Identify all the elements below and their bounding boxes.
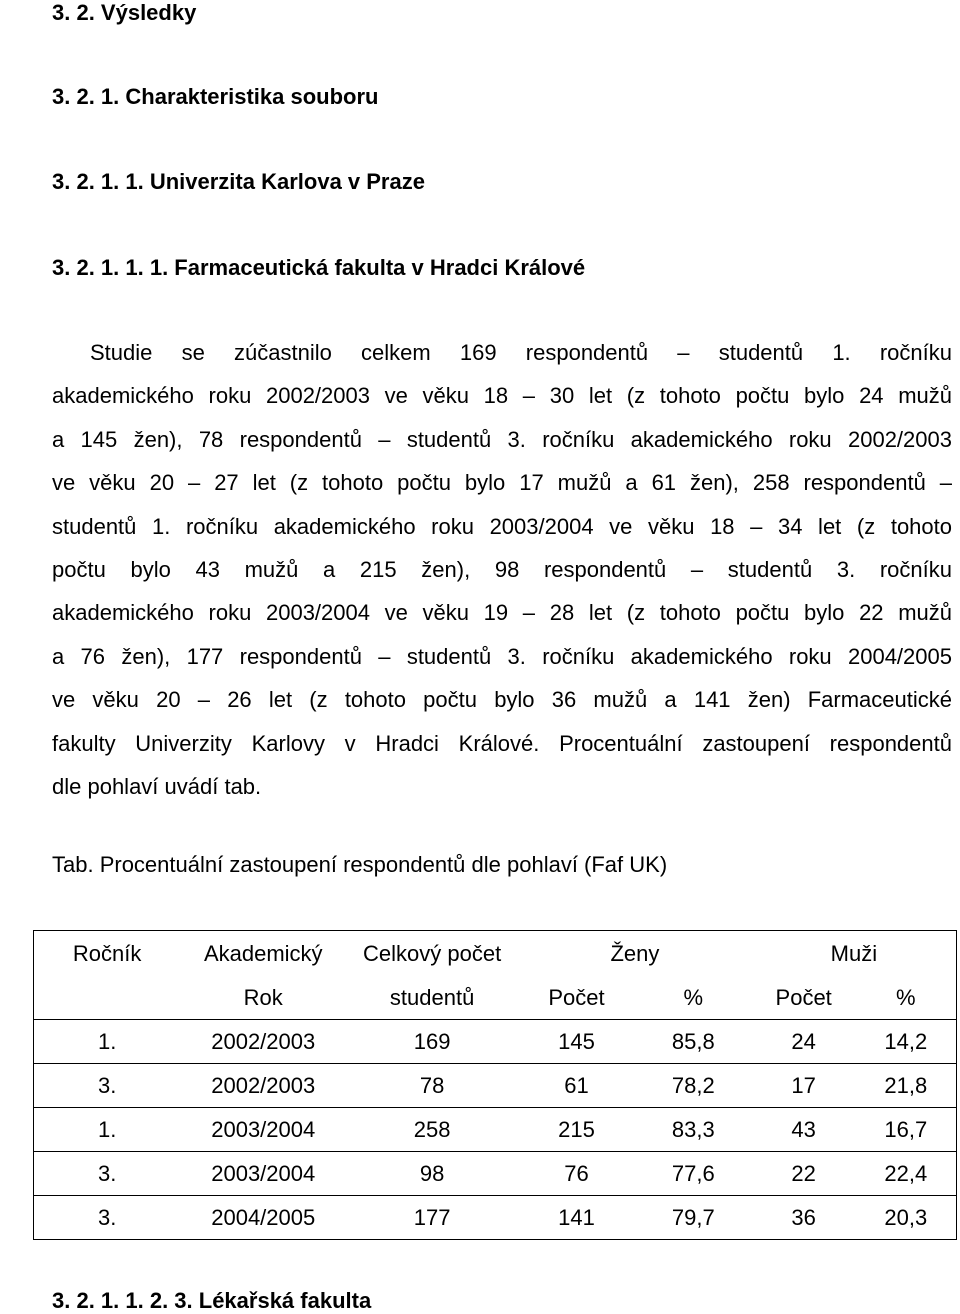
header-studentu: studentů bbox=[346, 976, 518, 1020]
cell-zeny-percent: 77,6 bbox=[671, 1161, 715, 1186]
paragraph-line: a 76 žen), 177 respondentů – studentů 3. ročníku akademického roku 2004/2005 bbox=[52, 643, 952, 669]
cell-muzi-percent: 14,2 bbox=[884, 1029, 928, 1054]
header-empty bbox=[34, 976, 181, 1020]
table-row bbox=[34, 1196, 957, 1240]
cell-rocnik: 3. bbox=[97, 1205, 117, 1230]
cell-zeny-pocet: 145 bbox=[558, 1029, 595, 1054]
paragraph-line: akademického roku 2002/2003 ve věku 18 – 30 let (z tohoto počtu bylo 24 mužů bbox=[52, 383, 952, 409]
cell-rocnik: 3. bbox=[97, 1161, 117, 1186]
cell-zeny-pocet: 141 bbox=[558, 1205, 595, 1230]
header-muzi-percent: % bbox=[856, 976, 957, 1020]
body-paragraph bbox=[52, 331, 952, 808]
header-zeny-pocet: Počet bbox=[518, 976, 635, 1020]
cell-celkem: 177 bbox=[413, 1205, 451, 1230]
heading-charles-university: 3. 2. 1. 1. Univerzita Karlova v Praze bbox=[52, 169, 425, 194]
cell-zeny-percent: 78,2 bbox=[671, 1073, 715, 1098]
heading-third-faculty-medicine: 3. 2. 1. 1. 2. 3. Lékařská fakulta bbox=[52, 1288, 372, 1313]
heading-sample-characteristics: 3. 2. 1. Charakteristika souboru bbox=[52, 84, 379, 109]
cell-muzi-pocet: 43 bbox=[791, 1117, 816, 1142]
table-header-row bbox=[34, 931, 957, 977]
cell-rok: 2003/2004 bbox=[211, 1161, 316, 1186]
header-zeny: Ženy bbox=[610, 941, 660, 966]
header-celkovy-pocet: Celkový počet bbox=[363, 941, 502, 966]
paragraph-line: a 145 žen), 78 respondentů – studentů 3. ročníku akademického roku 2002/2003 bbox=[52, 426, 952, 452]
cell-rok: 2002/2003 bbox=[211, 1029, 316, 1054]
table-row bbox=[34, 1152, 957, 1196]
cell-muzi-percent: 21,8 bbox=[884, 1073, 928, 1098]
paragraph-line: počtu bylo 43 mužů a 215 žen), 98 respondentů – studentů 3. ročníku bbox=[52, 556, 952, 582]
heading-faculty-pharmacy: 3. 2. 1. 1. 1. Farmaceutická fakulta v Hradci Králové bbox=[52, 255, 586, 280]
cell-celkem: 78 bbox=[419, 1073, 445, 1098]
header-rocnik: Ročník bbox=[72, 941, 142, 966]
paragraph-line: ve věku 20 – 26 let (z tohoto počtu bylo 36 mužů a 141 žen) Farmaceutické bbox=[52, 687, 952, 713]
table-row bbox=[34, 1020, 957, 1064]
cell-zeny-percent: 85,8 bbox=[671, 1029, 715, 1054]
cell-rok: 2003/2004 bbox=[211, 1117, 316, 1142]
paragraph-line: studentů 1. ročníku akademického roku 2003/2004 ve věku 18 – 34 let (z tohoto bbox=[52, 513, 952, 539]
cell-muzi-percent: 22,4 bbox=[884, 1161, 928, 1186]
cell-rok: 2002/2003 bbox=[211, 1073, 316, 1098]
table-caption: Tab. Procentuální zastoupení respondentů dle pohlaví (Faf UK) bbox=[52, 852, 668, 877]
cell-muzi-pocet: 22 bbox=[791, 1161, 816, 1186]
cell-zeny-percent: 83,3 bbox=[671, 1117, 715, 1142]
cell-muzi-pocet: 36 bbox=[791, 1205, 816, 1230]
table-subheader-row bbox=[34, 976, 957, 1020]
cell-rocnik: 1. bbox=[97, 1029, 117, 1054]
cell-muzi-percent: 20,3 bbox=[884, 1205, 928, 1230]
cell-celkem: 98 bbox=[419, 1161, 445, 1186]
cell-rok: 2004/2005 bbox=[211, 1205, 316, 1230]
header-muzi: Muži bbox=[830, 941, 878, 966]
table-row bbox=[34, 1108, 957, 1152]
cell-rocnik: 3. bbox=[97, 1073, 117, 1098]
respondents-table bbox=[33, 930, 957, 1240]
header-muzi-pocet: Počet bbox=[752, 976, 856, 1020]
paragraph-line: ve věku 20 – 27 let (z tohoto počtu bylo 17 mužů a 61 žen), 258 respondentů – bbox=[52, 470, 952, 496]
table-row bbox=[34, 1064, 957, 1108]
paragraph-line: fakulty Univerzity Karlovy v Hradci Králové. Procentuální zastoupení respondentů bbox=[52, 730, 952, 756]
cell-celkem: 258 bbox=[413, 1117, 451, 1142]
cell-rocnik: 1. bbox=[97, 1117, 117, 1142]
cell-muzi-pocet: 17 bbox=[791, 1073, 816, 1098]
header-akademicky: Akademický bbox=[203, 941, 323, 966]
cell-celkem: 169 bbox=[413, 1029, 451, 1054]
header-rok: Rok bbox=[180, 976, 346, 1020]
cell-zeny-pocet: 61 bbox=[564, 1073, 589, 1098]
cell-muzi-pocet: 24 bbox=[791, 1029, 816, 1054]
paragraph-line: akademického roku 2003/2004 ve věku 19 – 28 let (z tohoto počtu bylo 22 mužů bbox=[52, 600, 952, 626]
paragraph-line: Studie se zúčastnilo celkem 169 respondentů – studentů 1. ročníku bbox=[90, 340, 952, 365]
header-zeny-percent: % bbox=[635, 976, 752, 1020]
cell-muzi-percent: 16,7 bbox=[884, 1117, 928, 1142]
heading-results: 3. 2. Výsledky bbox=[52, 0, 197, 25]
paragraph-line: dle pohlaví uvádí tab. bbox=[52, 773, 262, 799]
cell-zeny-percent: 79,7 bbox=[671, 1205, 715, 1230]
cell-zeny-pocet: 215 bbox=[558, 1117, 595, 1142]
cell-zeny-pocet: 76 bbox=[564, 1161, 589, 1186]
